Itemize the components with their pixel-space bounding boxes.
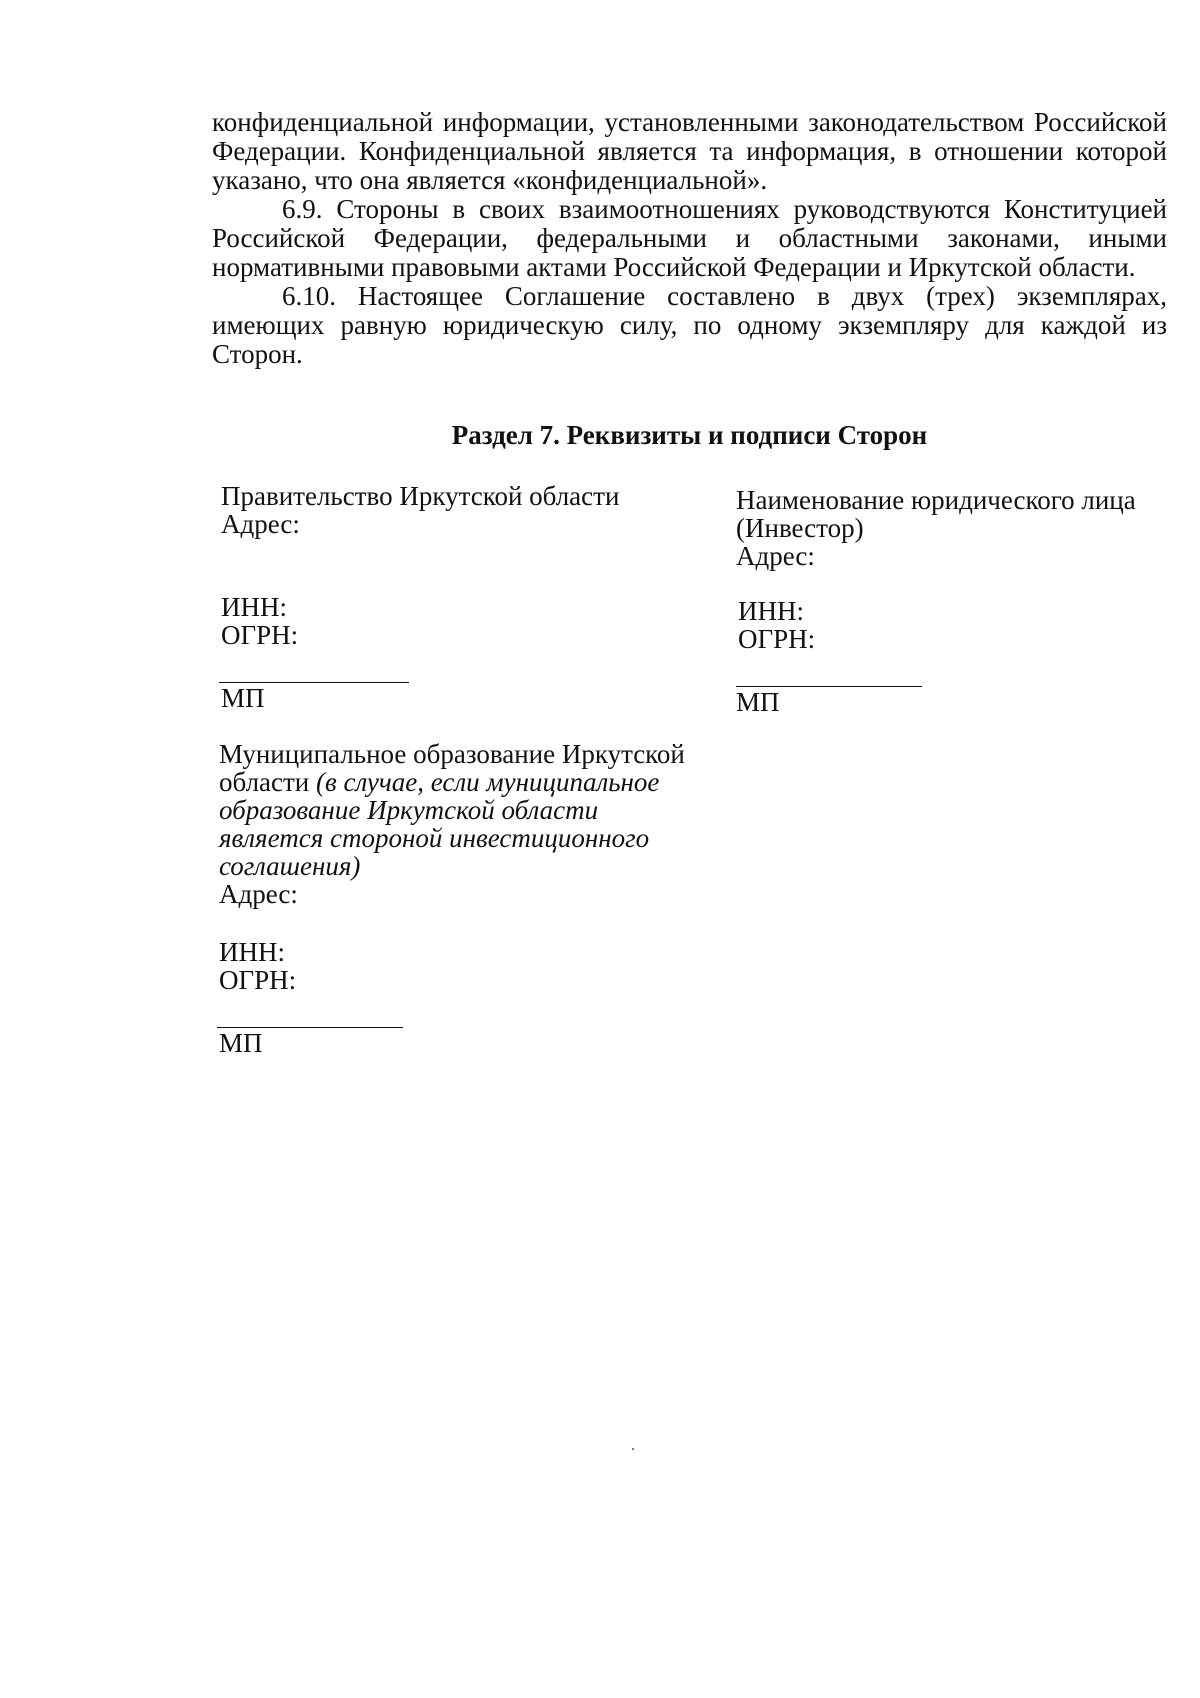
municipality-note-line4: соглашения)	[219, 851, 361, 881]
municipality-address-label: Адрес:	[219, 879, 298, 909]
government-ogrn-label: ОГРН:	[221, 620, 299, 650]
investor-name-line1: Наименование юридического лица	[736, 485, 1136, 515]
government-address-label: Адрес:	[221, 509, 300, 539]
party-government	[221, 482, 619, 538]
party-municipality	[219, 740, 685, 908]
government-stamp-label: МП	[221, 683, 265, 713]
municipality-name-line1: Муниципальное образование Иркутской	[219, 739, 685, 769]
scan-speck	[632, 1448, 634, 1450]
investor-ogrn-label: ОГРН:	[738, 624, 816, 654]
municipality-name-line2: области	[219, 767, 310, 797]
municipality-stamp-label: МП	[219, 1028, 263, 1058]
municipality-ogrn-label: ОГРН:	[219, 965, 297, 995]
paragraph-6-9: 6.9. Стороны в своих взаимоотношениях руководствуются Конституцией Российской Федерации, федеральными и областными законами, иными нормативными правовыми актами Российской Федерации и Иркутской области.	[212, 194, 1167, 282]
section-title: Раздел 7. Реквизиты и подписи Сторон	[451, 420, 928, 450]
paragraph-6-10: 6.10. Настоящее Соглашение составлено в двух (трех) экземплярах, имеющих равную юридическую силу, по одному экземпляру для каждой из Сторон.	[212, 281, 1167, 369]
municipality-ids	[219, 938, 296, 994]
party-investor	[736, 486, 1136, 570]
paragraph-confidentiality: конфиденциальной информации, установленными законодательством Российской Федерации. Конфиденциальной является та информация, в отношении которой указано, что она является «конфиденциальной».	[212, 107, 1167, 195]
government-name: Правительство Иркутской области	[221, 481, 620, 511]
investor-stamp-label: МП	[736, 687, 780, 717]
municipality-note-line2: образование Иркутской области	[219, 795, 599, 825]
municipality-note-line3: является стороной инвестиционного	[219, 823, 650, 853]
municipality-inn-label: ИНН:	[219, 937, 285, 967]
investor-address-label: Адрес:	[736, 541, 815, 571]
municipality-name-line2-wrap	[219, 768, 685, 796]
government-ids	[221, 593, 298, 649]
investor-ids	[738, 597, 815, 653]
investor-name-line2: (Инвестор)	[736, 513, 864, 543]
investor-inn-label: ИНН:	[738, 596, 804, 626]
government-inn-label: ИНН:	[221, 592, 287, 622]
body-text	[212, 108, 1167, 369]
municipality-note-line1: (в случае, если муниципальное	[316, 767, 660, 797]
